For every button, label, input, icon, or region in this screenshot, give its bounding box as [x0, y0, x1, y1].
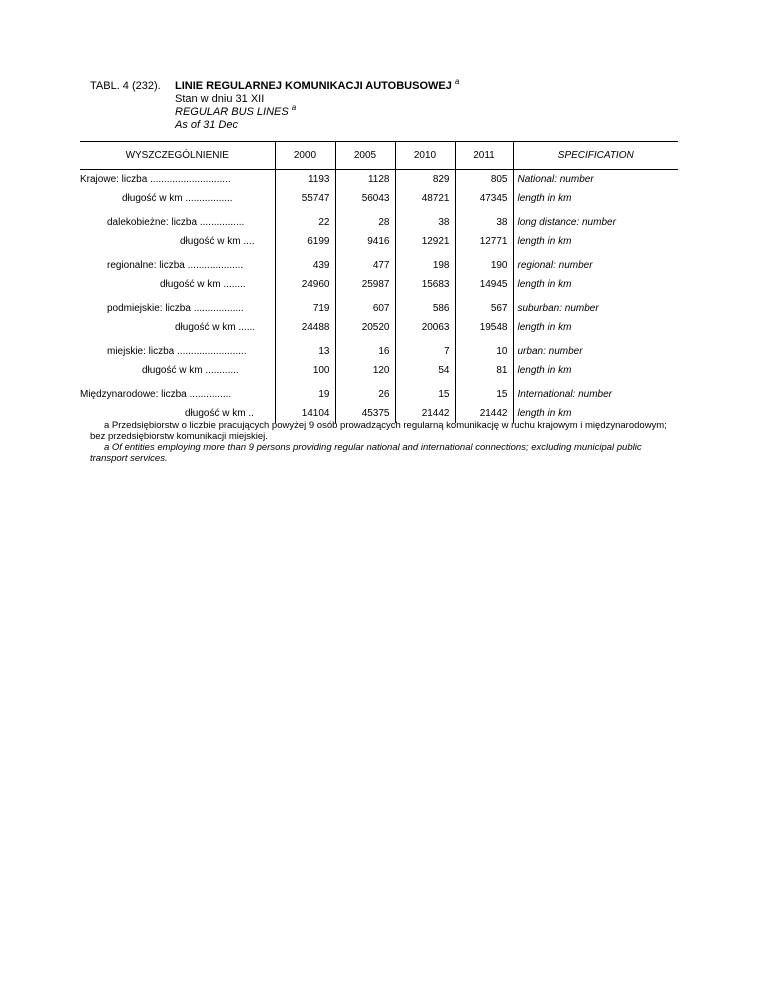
table-body: [80, 170, 678, 424]
table-row: [80, 208, 678, 232]
table-row: [80, 251, 678, 275]
table-row: [80, 318, 678, 337]
footnote-polish: a Przedsiębiorstw o liczbie pracujących powyżej 9 osób prowadzących regularną komunikację w ruchu krajowym i międzynarodowym; bez przedsiębiorstw komunikacji miejskiej.: [90, 420, 667, 442]
table-header-row: [80, 142, 678, 170]
table-header: [90, 77, 680, 132]
column-header-2005: 2005: [335, 142, 395, 170]
table-row: [80, 380, 678, 404]
row-value: 1128: [335, 170, 395, 190]
row-value: 12771: [455, 232, 513, 251]
column-header-2000: 2000: [275, 142, 335, 170]
row-value: 439: [275, 251, 335, 275]
row-value: 1193: [275, 170, 335, 190]
column-header-specification-pl: WYSZCZEGÓLNIENIE: [80, 142, 275, 170]
row-value: 38: [455, 208, 513, 232]
row-value: 81: [455, 361, 513, 380]
row-value: 9416: [335, 232, 395, 251]
row-value: 120: [335, 361, 395, 380]
table-row: [80, 337, 678, 361]
row-value: 24488: [275, 318, 335, 337]
polish-title-line: [175, 77, 680, 93]
table-row: [80, 232, 678, 251]
row-value: 586: [395, 294, 455, 318]
row-value: 16: [335, 337, 395, 361]
row-label: długość w km ....: [180, 236, 255, 247]
table-row: [80, 189, 678, 208]
row-specification: urban: number: [513, 337, 678, 361]
row-value: 28: [335, 208, 395, 232]
english-subtitle: As of 31 Dec: [175, 119, 238, 131]
row-value: 10: [455, 337, 513, 361]
table-row: [80, 294, 678, 318]
row-value: 56043: [335, 189, 395, 208]
row-value: 47345: [455, 189, 513, 208]
row-value: 26: [335, 380, 395, 404]
row-value: 607: [335, 294, 395, 318]
row-specification: regional: number: [513, 251, 678, 275]
row-value: 15: [455, 380, 513, 404]
row-value: 21442: [395, 404, 455, 423]
english-title: REGULAR BUS LINES: [175, 106, 289, 118]
row-value: 6199: [275, 232, 335, 251]
row-label: długość w km ........: [160, 279, 246, 290]
row-value: 12921: [395, 232, 455, 251]
table-number: TABL. 4 (232).: [90, 80, 161, 92]
row-value: 15683: [395, 275, 455, 294]
row-specification: International: number: [513, 380, 678, 404]
row-label: regionalne: liczba ....................: [107, 260, 244, 271]
row-specification: length in km: [513, 318, 678, 337]
row-value: 100: [275, 361, 335, 380]
row-value: 21442: [455, 404, 513, 423]
row-specification: suburban: number: [513, 294, 678, 318]
row-label: dalekobieżne: liczba ................: [107, 217, 245, 228]
row-label: podmiejskie: liczba ..................: [107, 303, 244, 314]
row-specification: length in km: [513, 404, 678, 423]
data-table: [80, 141, 678, 423]
row-specification: length in km: [513, 275, 678, 294]
row-value: 190: [455, 251, 513, 275]
polish-title: LINIE REGULARNEJ KOMUNIKACJI AUTOBUSOWEJ: [175, 80, 452, 92]
footnote-english: a Of entities employing more than 9 persons providing regular national and international connections; excluding municipal public transport services.: [90, 442, 642, 464]
row-value: 24960: [275, 275, 335, 294]
row-specification: National: number: [513, 170, 678, 190]
title-footnote-mark: a: [454, 77, 460, 86]
row-value: 54: [395, 361, 455, 380]
row-value: 19: [275, 380, 335, 404]
english-title-footnote-mark: a: [291, 103, 297, 112]
row-label: miejskie: liczba .........................: [107, 346, 247, 357]
row-specification: length in km: [513, 361, 678, 380]
title-block: [175, 77, 680, 132]
row-value: 55747: [275, 189, 335, 208]
row-value: 20520: [335, 318, 395, 337]
row-value: 477: [335, 251, 395, 275]
table-row: [80, 275, 678, 294]
row-specification: length in km: [513, 189, 678, 208]
polish-subtitle: Stan w dniu 31 XII: [175, 93, 265, 105]
column-header-specification-en: SPECIFICATION: [513, 142, 678, 170]
row-value: 198: [395, 251, 455, 275]
row-label: długość w km ..: [185, 408, 254, 419]
column-header-2010: 2010: [395, 142, 455, 170]
row-label: długość w km ............: [142, 365, 239, 376]
row-value: 22: [275, 208, 335, 232]
row-value: 719: [275, 294, 335, 318]
row-value: 19548: [455, 318, 513, 337]
row-label: długość w km .................: [122, 193, 233, 204]
row-value: 567: [455, 294, 513, 318]
row-value: 38: [395, 208, 455, 232]
row-value: 13: [275, 337, 335, 361]
table-row: [80, 170, 678, 190]
footnotes: [90, 420, 680, 464]
row-label: Międzynarodowe: liczba ...............: [80, 389, 232, 400]
row-specification: long distance: number: [513, 208, 678, 232]
row-value: 14945: [455, 275, 513, 294]
row-value: 14104: [275, 404, 335, 423]
table-row: [80, 361, 678, 380]
row-label: Krajowe: liczba .............................: [80, 174, 231, 185]
row-label: długość w km ......: [175, 322, 256, 333]
title-row: [90, 77, 680, 132]
row-value: 829: [395, 170, 455, 190]
column-header-2011: 2011: [455, 142, 513, 170]
english-title-line: [175, 103, 680, 119]
row-value: 20063: [395, 318, 455, 337]
row-value: 15: [395, 380, 455, 404]
row-value: 7: [395, 337, 455, 361]
row-value: 48721: [395, 189, 455, 208]
row-value: 805: [455, 170, 513, 190]
row-specification: length in km: [513, 232, 678, 251]
row-value: 45375: [335, 404, 395, 423]
row-value: 25987: [335, 275, 395, 294]
